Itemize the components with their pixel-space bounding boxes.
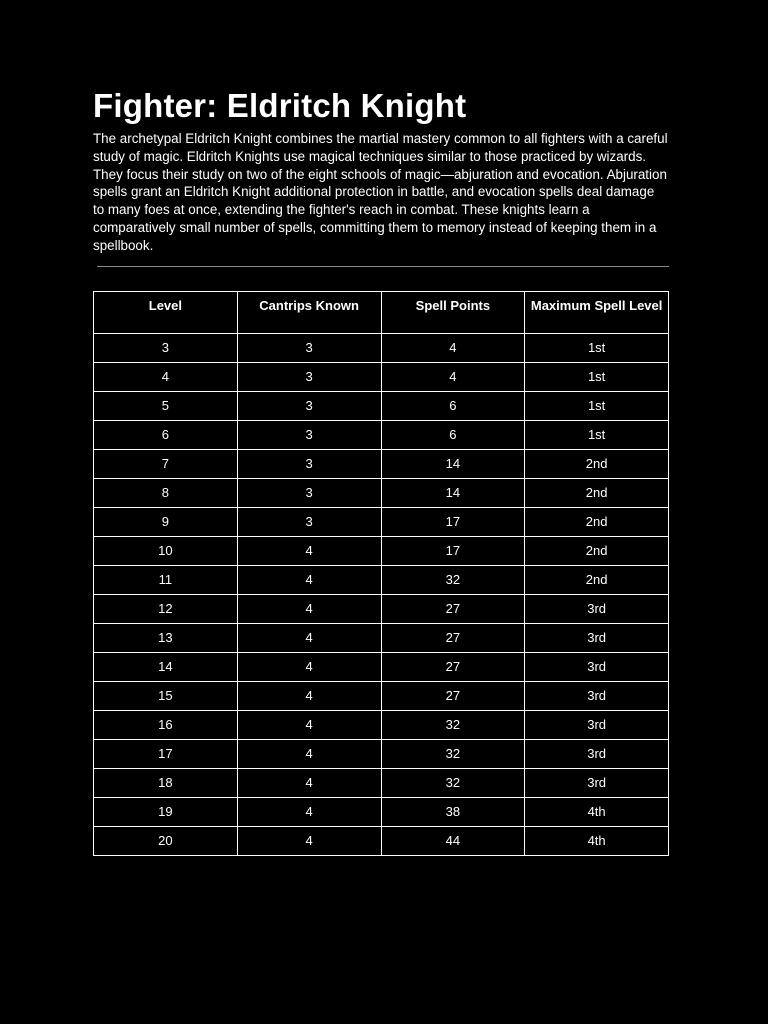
maximum-spell-level-cell: 4th [525,826,669,855]
spell-points-cell: 6 [381,391,525,420]
spell-points-cell: 32 [381,565,525,594]
header-row [94,291,669,333]
table-row [94,420,669,449]
spell-points-cell: 14 [381,449,525,478]
level-cell: 13 [94,623,238,652]
maximum-spell-level-cell: 2nd [525,478,669,507]
maximum-spell-level-cell: 1st [525,391,669,420]
header-spell-points: Spell Points [381,291,525,333]
maximum-spell-level-cell: 3rd [525,710,669,739]
cantrips-known-cell: 3 [237,449,381,478]
maximum-spell-level-cell: 2nd [525,565,669,594]
table-row [94,536,669,565]
spell-points-cell: 32 [381,768,525,797]
maximum-spell-level-cell: 1st [525,333,669,362]
spell-points-cell: 32 [381,710,525,739]
cantrips-known-cell: 4 [237,710,381,739]
cantrips-known-cell: 3 [237,391,381,420]
level-cell: 17 [94,739,238,768]
level-cell: 14 [94,652,238,681]
table-row [94,391,669,420]
table-row [94,478,669,507]
level-cell: 9 [94,507,238,536]
spell-points-cell: 27 [381,681,525,710]
intro-paragraph: The archetypal Eldritch Knight combines the martial mastery common to all fighters with a careful study of magic. Eldritch Knights use magical techniques similar to those practiced by wizards. They focus their study on two of the eight schools of magic—abjuration and evocation. Abjuration spells grant an Eldritch Knight additional protection in battle, and evocation spells deal damage to many foes at once, extending the fighter's reach in combat. These knights learn a comparatively small number of spells, committing them to memory instead of keeping them in a spellbook. [93,131,668,253]
spell-points-cell: 4 [381,333,525,362]
table-row [94,797,669,826]
cantrips-known-cell: 3 [237,420,381,449]
cantrips-known-cell: 3 [237,507,381,536]
divider [97,266,669,267]
table-row [94,333,669,362]
level-cell: 20 [94,826,238,855]
spell-points-cell: 38 [381,797,525,826]
table-row [94,652,669,681]
level-cell: 11 [94,565,238,594]
cantrips-known-cell: 4 [237,652,381,681]
table-row [94,739,669,768]
cantrips-known-cell: 4 [237,681,381,710]
level-cell: 10 [94,536,238,565]
level-cell: 8 [94,478,238,507]
header-maximum-spell-level: Maximum Spell Level [525,291,669,333]
spell-points-cell: 17 [381,536,525,565]
maximum-spell-level-cell: 4th [525,797,669,826]
cantrips-known-cell: 4 [237,623,381,652]
spell-points-cell: 4 [381,362,525,391]
maximum-spell-level-cell: 3rd [525,623,669,652]
cantrips-known-cell: 3 [237,362,381,391]
progression-table [93,291,669,856]
level-cell: 19 [94,797,238,826]
table-row [94,594,669,623]
cantrips-known-cell: 4 [237,565,381,594]
table-row [94,507,669,536]
cantrips-known-cell: 4 [237,826,381,855]
maximum-spell-level-cell: 3rd [525,681,669,710]
page-title: Fighter: Eldritch Knight [93,87,467,124]
table-row [94,681,669,710]
level-cell: 15 [94,681,238,710]
level-cell: 7 [94,449,238,478]
header-cantrips-known: Cantrips Known [237,291,381,333]
level-cell: 12 [94,594,238,623]
spell-points-cell: 6 [381,420,525,449]
cantrips-known-cell: 4 [237,797,381,826]
header-level: Level [94,291,238,333]
spell-points-cell: 14 [381,478,525,507]
maximum-spell-level-cell: 3rd [525,594,669,623]
level-cell: 5 [94,391,238,420]
table-row [94,362,669,391]
maximum-spell-level-cell: 2nd [525,449,669,478]
cantrips-known-cell: 4 [237,739,381,768]
cantrips-known-cell: 3 [237,478,381,507]
level-cell: 3 [94,333,238,362]
cantrips-known-cell: 4 [237,594,381,623]
maximum-spell-level-cell: 3rd [525,739,669,768]
level-cell: 4 [94,362,238,391]
level-cell: 16 [94,710,238,739]
maximum-spell-level-cell: 1st [525,420,669,449]
table-header [94,291,669,333]
cantrips-known-cell: 4 [237,768,381,797]
table-row [94,623,669,652]
spell-points-cell: 32 [381,739,525,768]
maximum-spell-level-cell: 2nd [525,536,669,565]
maximum-spell-level-cell: 1st [525,362,669,391]
table-row [94,565,669,594]
spell-points-cell: 17 [381,507,525,536]
maximum-spell-level-cell: 2nd [525,507,669,536]
spell-points-cell: 27 [381,652,525,681]
spell-points-cell: 27 [381,594,525,623]
spell-points-cell: 44 [381,826,525,855]
table-row [94,710,669,739]
spell-points-cell: 27 [381,623,525,652]
maximum-spell-level-cell: 3rd [525,652,669,681]
level-cell: 6 [94,420,238,449]
table-row [94,768,669,797]
table-body [94,333,669,855]
level-cell: 18 [94,768,238,797]
table-row [94,826,669,855]
table-row [94,449,669,478]
cantrips-known-cell: 4 [237,536,381,565]
maximum-spell-level-cell: 3rd [525,768,669,797]
page [93,86,669,856]
cantrips-known-cell: 3 [237,333,381,362]
